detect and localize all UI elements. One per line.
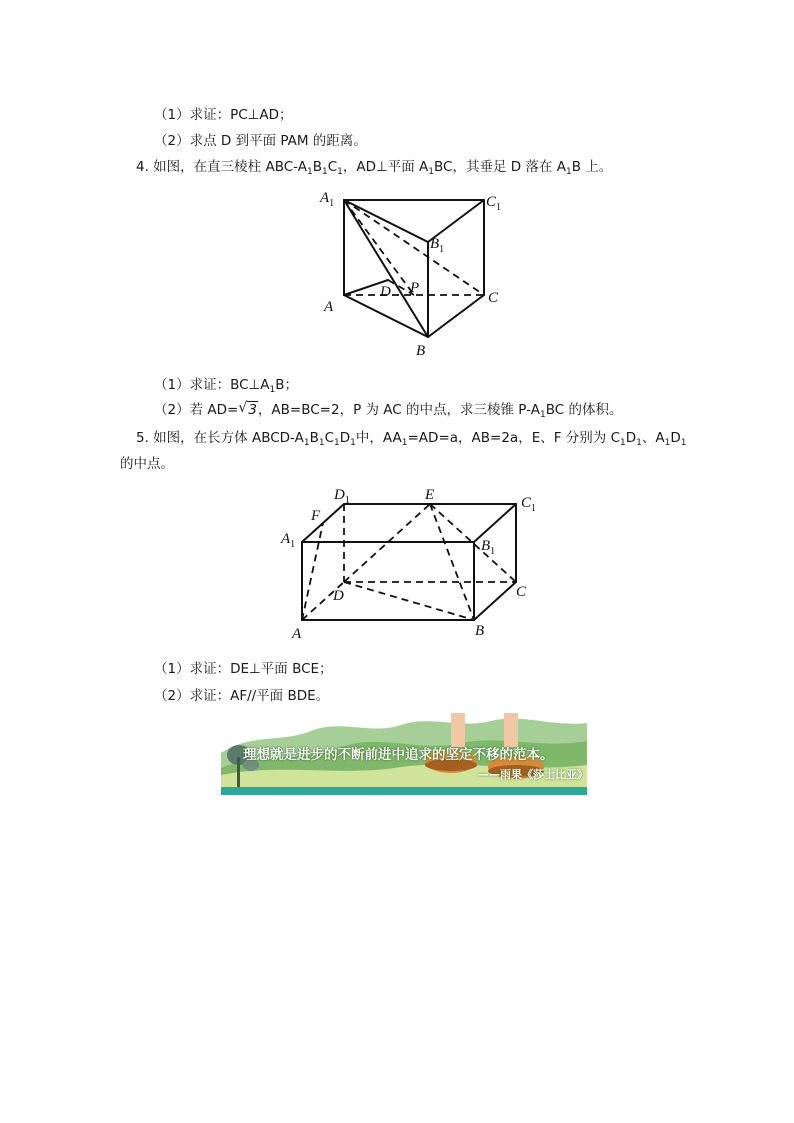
label-c: C (488, 290, 499, 306)
label-a1: $A_1$ (320, 190, 335, 209)
label-a: A (292, 626, 302, 642)
label-c1: $C_1$ (486, 194, 502, 213)
label-f: F (311, 508, 321, 524)
label-b1: $B_1$ (481, 538, 496, 557)
label-d: D (380, 284, 391, 300)
edge-b-c (428, 295, 484, 337)
q3-part2: （2）求点 D 到平面 PAM 的距离。 (154, 133, 367, 149)
label-a1: $A_1$ (281, 531, 296, 550)
q5-statement: 5. 如图，在长方体 ABCD-$A_1B_1C_1D_1$中，$AA_1=AD=a$，AB=2a，E、F 分别为 $C_1D_1$、$A_1D_1$ (136, 430, 687, 448)
q4-part2: （2）若 AD= √ 3，AB=BC=2，P 为 AC 的中点，求三棱锥 $P-A_1BC$ 的体积。 (154, 400, 623, 420)
label-d1: $D_1$ (334, 487, 350, 506)
banner-quote: 理想就是进步的不断前进中追求的坚定不移的范本。 (243, 747, 554, 763)
label-b1: $B_1$ (430, 236, 445, 255)
dashed-a-f (302, 523, 323, 620)
q4-statement: 4. 如图，在直三棱柱 ABC-$A_1B_1C_1$，AD⊥平面 $A_1BC$，其垂足 D 落在 $A_1B$ 上。 (136, 159, 613, 177)
dashed-d-b (344, 582, 474, 620)
label-e: E (425, 487, 435, 503)
sqrt-3: √ 3 (238, 400, 257, 418)
label-b: B (475, 623, 485, 639)
q5-part2: （2）求证：AF//平面 BDE。 (154, 688, 330, 704)
dashed-e-b (430, 504, 474, 620)
label-c: C (516, 584, 527, 600)
prism-figure (310, 182, 510, 362)
edge-b-c (474, 582, 516, 620)
label-a: A (324, 299, 334, 315)
q3-part1: （1）求证：PC⊥AD； (154, 107, 293, 123)
banner-quote-source: ——雨果《莎士比亚》 (478, 768, 588, 781)
label-c1: $C_1$ (521, 495, 537, 514)
edge-b1-c1 (474, 504, 516, 542)
cuboid-figure (278, 480, 548, 650)
label-b: B (416, 343, 426, 359)
dashed-a1-p (344, 200, 414, 295)
q5-statement-cont: 的中点。 (120, 456, 174, 472)
q4-part1: （1）求证：$BC\perp A_1B$； (154, 377, 299, 395)
quote-banner (221, 713, 587, 795)
label-d: D (333, 588, 344, 604)
label-p: P (410, 280, 420, 296)
q5-part1: （1）求证：DE⊥平面 BCE； (154, 661, 333, 677)
